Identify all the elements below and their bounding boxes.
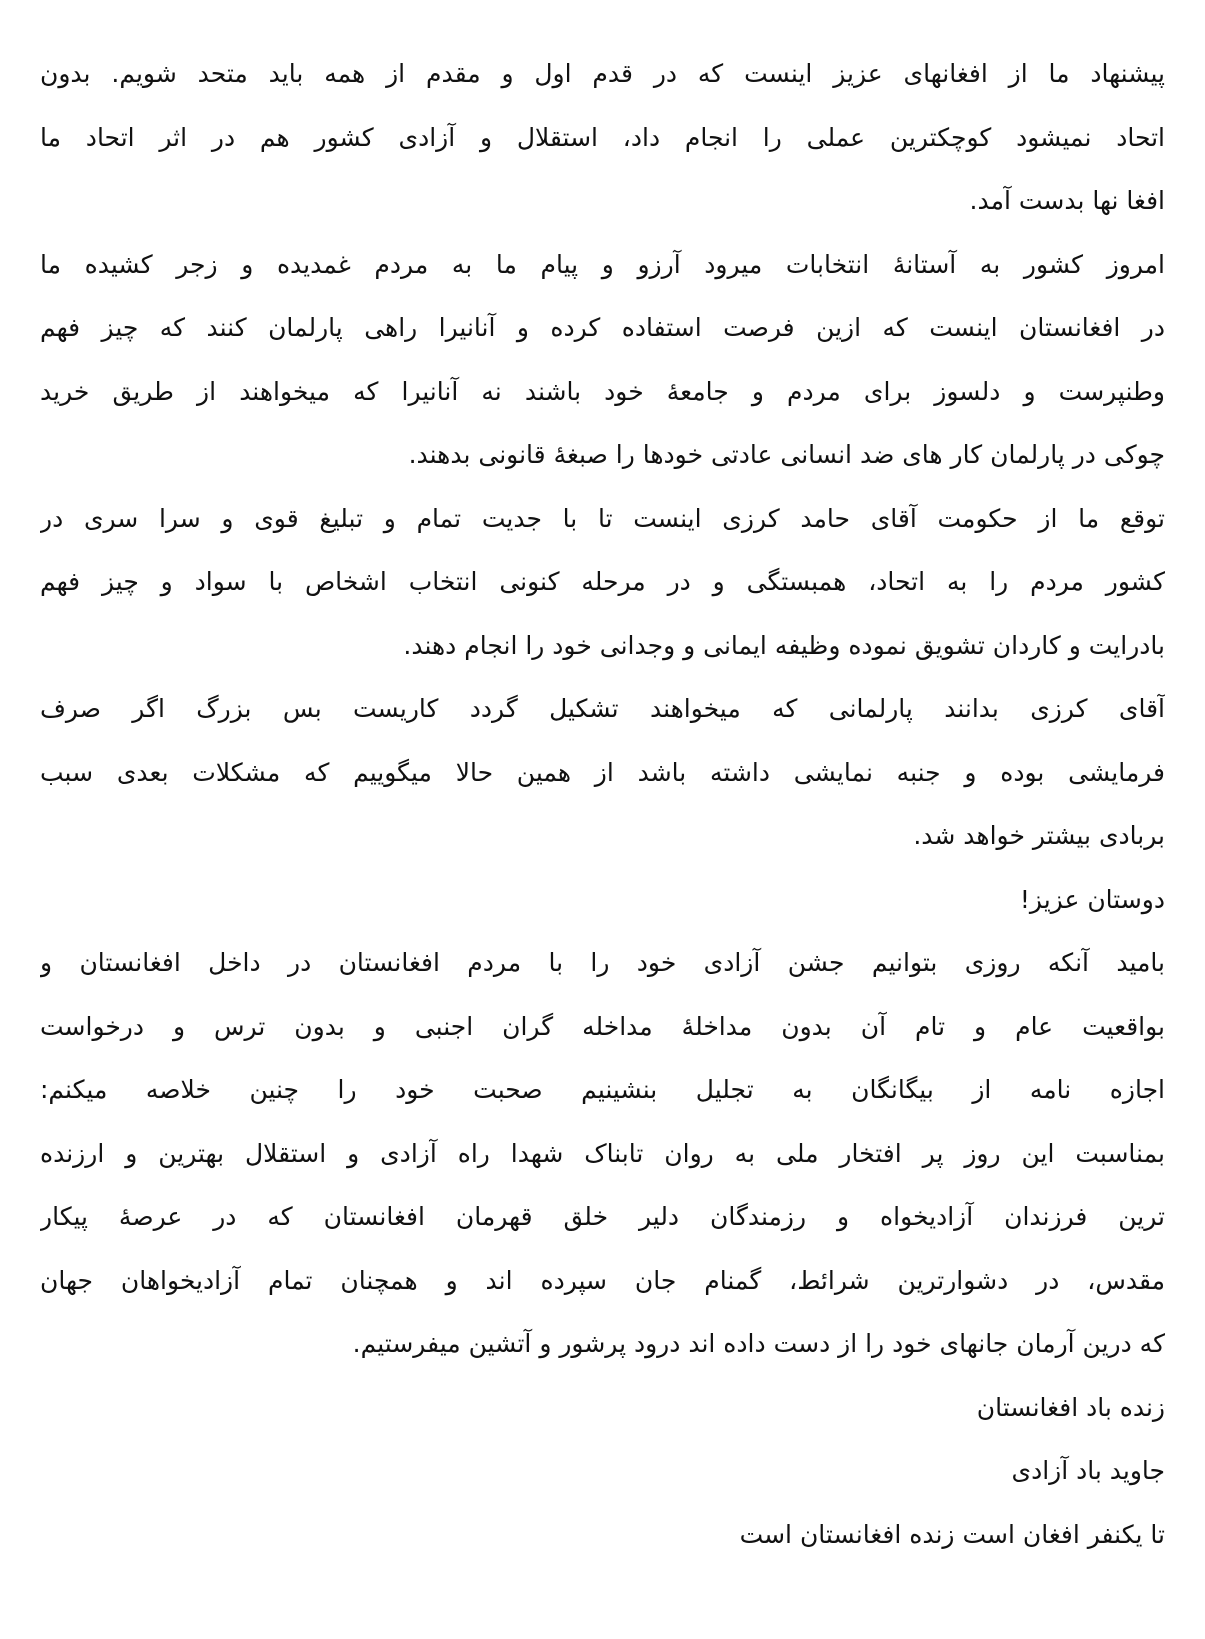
text-line-19: ترین فرزندان آزادیخواه و رزمندگان دلیر خلق قهرمان افغانستان که در عرصهٔ پیکار	[40, 1202, 1165, 1231]
text-line-7: چوکی در پارلمان کار های ضد انسانی عادتی خودها را صبغهٔ قانونی بدهند.	[408, 440, 1165, 469]
text-line-23: جاوید باد آزادی	[1011, 1456, 1165, 1485]
text-line-8: توقع ما از حکومت آقای حامد کرزی اینست تا با جدیت تمام و تبلیغ قوی و سرا سری در	[40, 503, 1165, 533]
text-line-11: آقای کرزی بدانند پارلمانی که میخواهند تشکیل گردد کاریست بس بزرگ اگر صرف	[40, 694, 1165, 723]
text-line-6: وطنپرست و دلسوز برای مردم و جامعهٔ خود باشند نه آنانیرا که میخواهند از طریق خرید	[40, 376, 1165, 406]
text-line-17: اجازه نامه از بیگانگان به تجلیل بنشینیم صحبت خود را چنین خلاصه میکنم:	[40, 1075, 1165, 1104]
text-line-5: در افغانستان اینست که ازین فرصت استفاده کرده و آنانیرا راهی پارلمان کنند که چیز فهم	[40, 313, 1165, 342]
text-line-14: دوستان عزیز!	[1019, 884, 1165, 914]
text-line-4: امروز کشور به آستانهٔ انتخابات میرود آرزو و پیام ما به مردم غمدیده و زجر کشیده ما	[40, 249, 1165, 279]
text-line-18: بمناسبت این روز پر افتخار ملی به روان تابناک شهدا راه آزادی و استقلال بهترین و ارزنده	[40, 1138, 1165, 1168]
text-line-16: بواقعیت عام و تام آن بدون مداخلهٔ مداخله گران اجنبی و بدون ترس و درخواست	[40, 1011, 1165, 1041]
text-line-10: بادرایت و کاردان تشویق نموده وظیفه ایمانی و وجدانی خود را انجام دهند.	[403, 630, 1165, 660]
text-line-2: اتحاد نمیشود کوچکترین عملی را انجام داد، استقلال و آزادی کشور هم در اثر اتحاد ما	[40, 122, 1165, 152]
text-line-22: زنده باد افغانستان	[976, 1392, 1165, 1422]
text-line-21: که درین آرمان جانهای خود را از دست داده اند درود پرشور و آتشین میفرستیم.	[352, 1329, 1165, 1358]
text-line-15: بامید آنکه روزی بتوانیم جشن آزادی خود را با مردم افغانستان در داخل افغانستان و	[40, 948, 1165, 977]
text-line-9: کشور مردم را به اتحاد، همبستگی و در مرحله کنونی انتخاب اشخاص با سواد و چیز فهم	[40, 567, 1165, 596]
text-line-12: فرمایشی بوده و جنبه نمایشی داشته باشد از همین حالا میگوییم که مشکلات بعدی سبب	[40, 757, 1165, 787]
text-line-13: بربادی بیشتر خواهد شد.	[913, 821, 1165, 850]
text-line-3: افغا نها بدست آمد.	[969, 186, 1165, 215]
text-line-1: پیشنهاد ما از افغانهای عزیز اینست که در قدم اول و مقدم از همه باید متحد شویم. بدون	[40, 59, 1165, 88]
text-line-24: تا یکنفر افغان است زنده افغانستان است	[739, 1519, 1165, 1549]
text-line-20: مقدس، در دشوارترین شرائط، گمنام جان سپرده اند و همچنان تمام آزادیخواهان جهان	[40, 1265, 1165, 1295]
document-text	[40, 42, 1165, 1566]
